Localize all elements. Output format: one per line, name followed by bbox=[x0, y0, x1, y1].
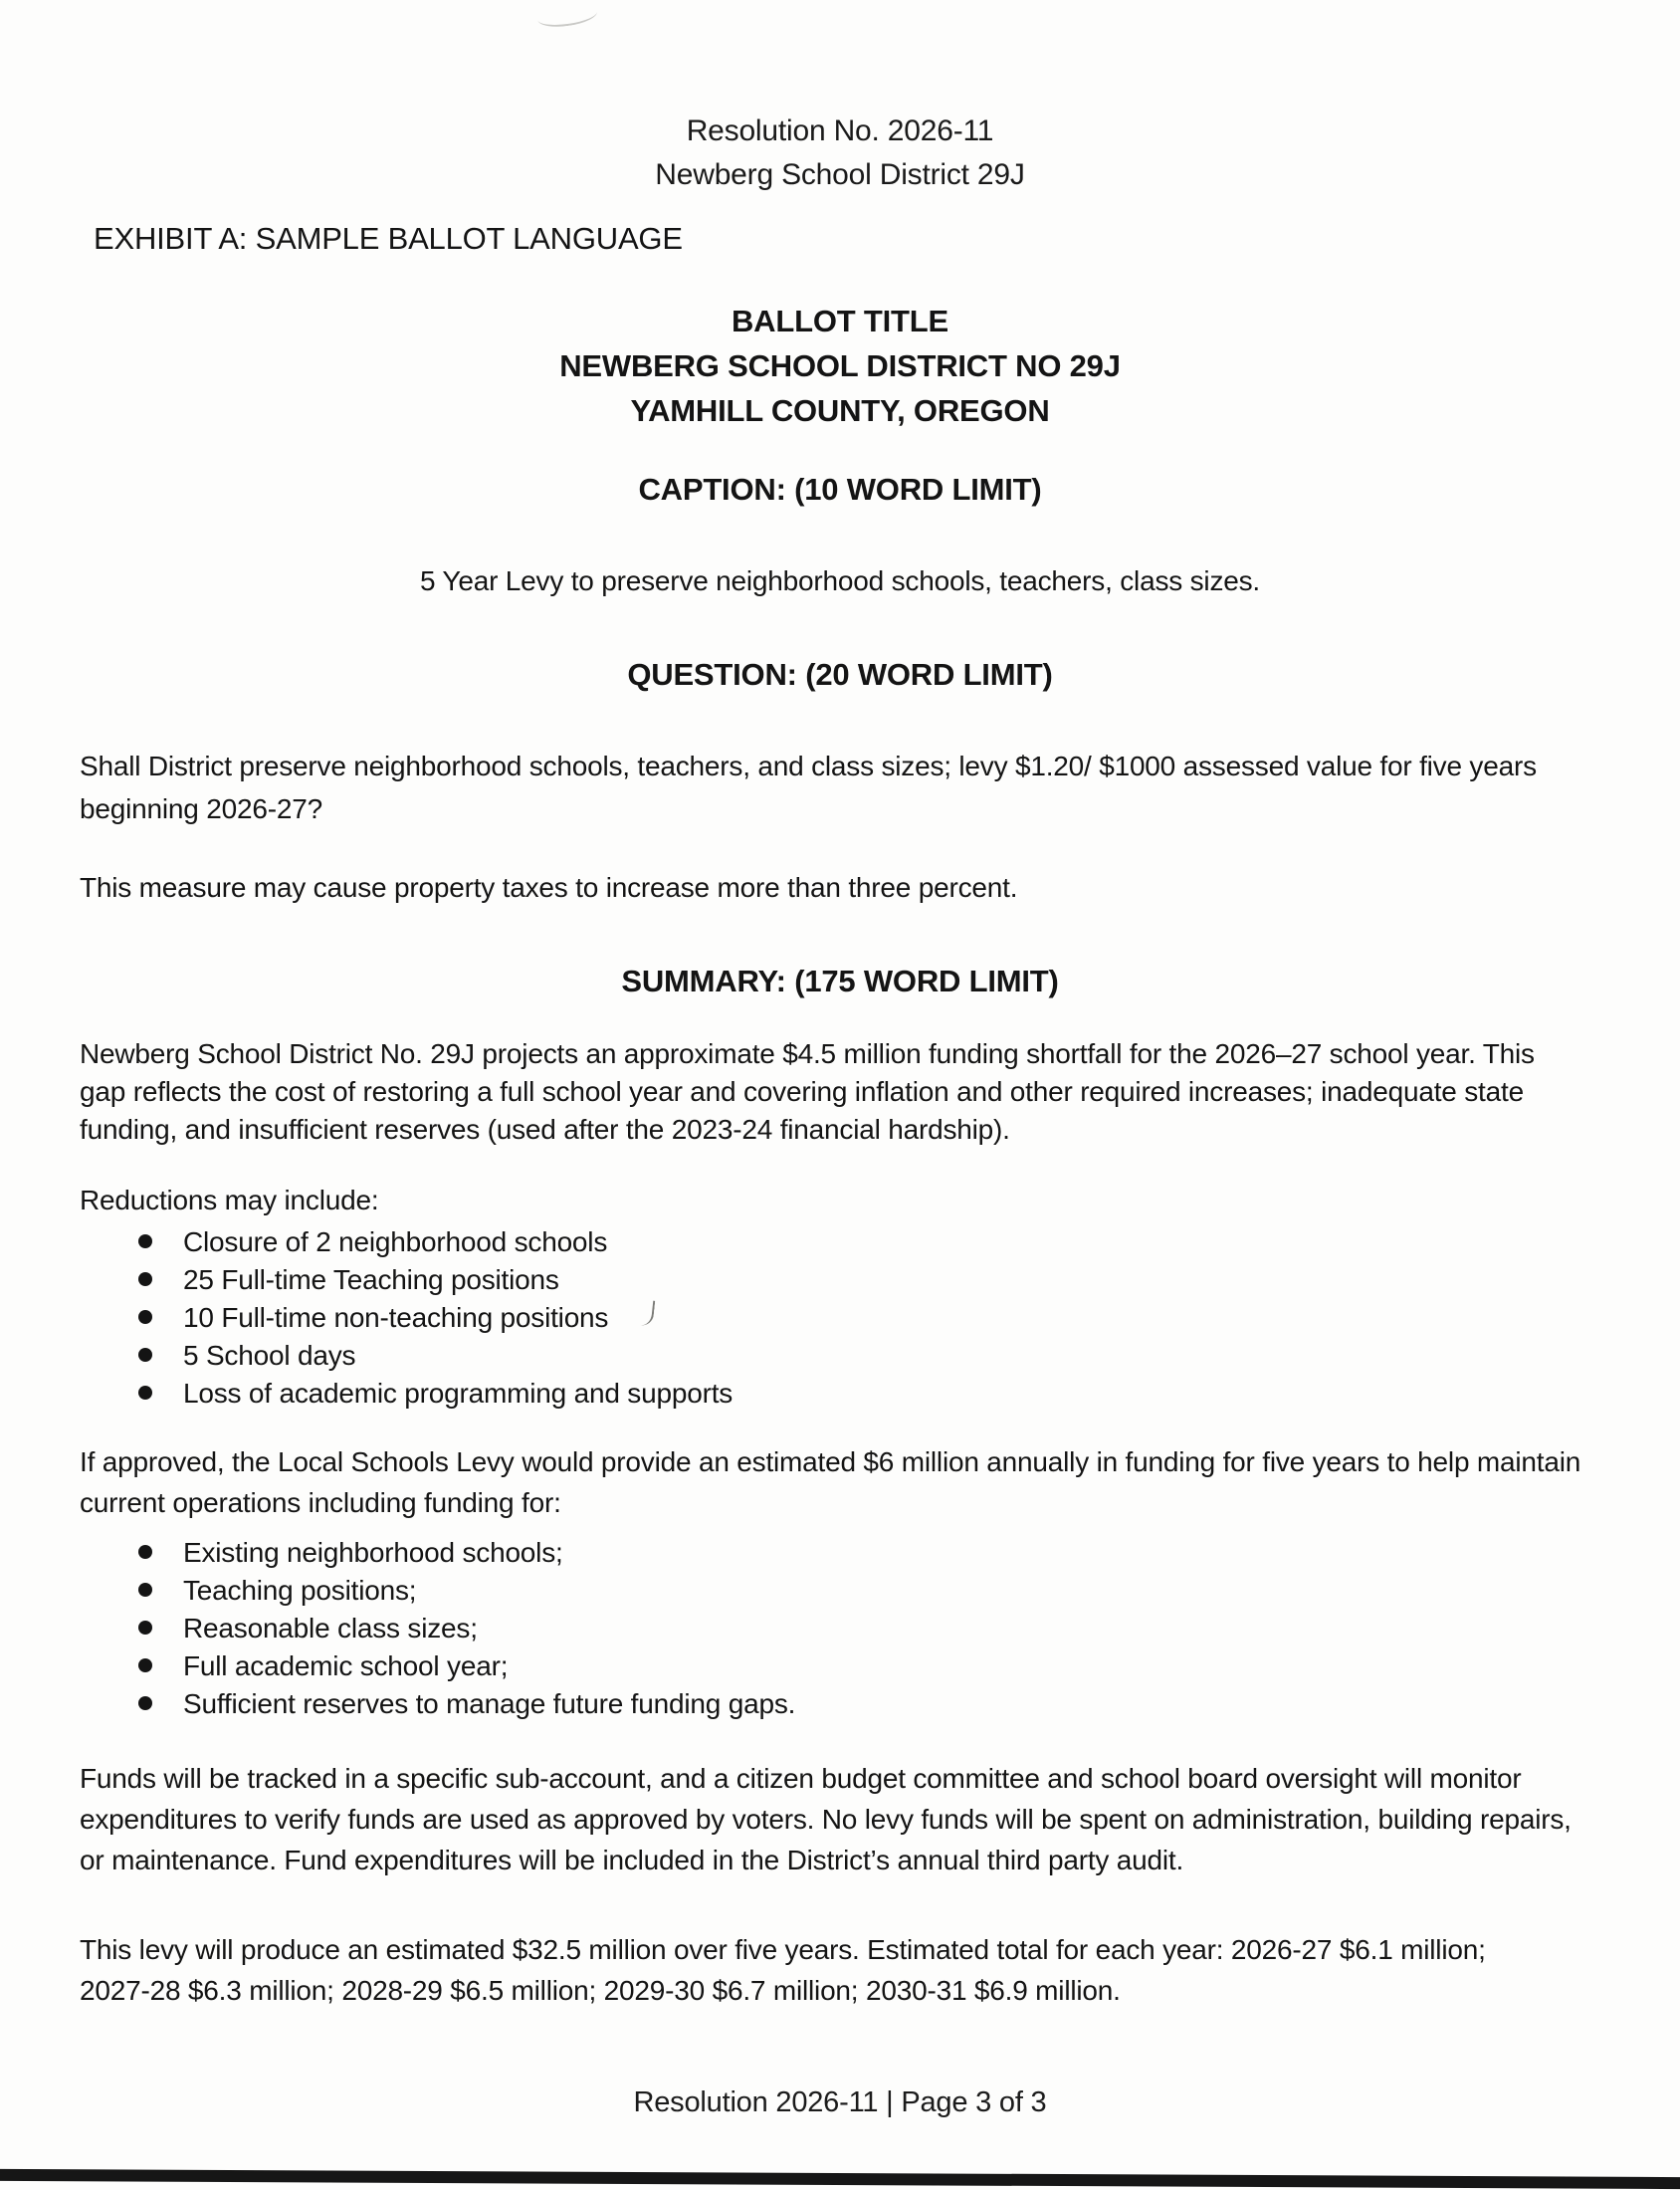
district-name: Newberg School District 29J bbox=[655, 158, 1025, 191]
ballot-title-district: NEWBERG SCHOOL DISTRICT NO 29J bbox=[559, 348, 1121, 383]
question-text-line: beginning 2026-27? bbox=[80, 793, 322, 824]
list-item bbox=[80, 1340, 733, 1378]
list-item-text: Full academic school year; bbox=[183, 1650, 509, 1681]
list-item-text: Existing neighborhood schools; bbox=[183, 1537, 563, 1568]
bullet-icon bbox=[138, 1348, 152, 1362]
list-item bbox=[80, 1650, 795, 1688]
list-item bbox=[80, 1613, 795, 1650]
bullet-icon bbox=[138, 1234, 152, 1248]
ballot-title-county: YAMHILL COUNTY, OREGON bbox=[630, 393, 1050, 428]
list-item bbox=[80, 1537, 795, 1575]
scan-edge-bar bbox=[0, 2169, 1680, 2190]
approved-paragraph-line: current operations including funding for: bbox=[80, 1487, 561, 1518]
bullet-icon bbox=[138, 1583, 152, 1597]
question-text-line: Shall District preserve neighborhood schools, teachers, and class sizes; levy $1.20/ $1000 assessed value for five years bbox=[80, 751, 1537, 781]
list-item-text: 5 School days bbox=[183, 1340, 356, 1371]
summary-paragraph bbox=[80, 1035, 1535, 1149]
funds-paragraph-line: or maintenance. Fund expenditures will be included in the District’s annual third party audit. bbox=[80, 1845, 1184, 1875]
list-item bbox=[80, 1226, 733, 1264]
bullet-icon bbox=[138, 1696, 152, 1710]
provisions-list bbox=[80, 1537, 795, 1726]
summary-heading: SUMMARY: (175 WORD LIMIT) bbox=[621, 964, 1059, 998]
resolution-number: Resolution No. 2026-11 bbox=[686, 114, 994, 147]
bullet-icon bbox=[138, 1658, 152, 1672]
question-heading: QUESTION: (20 WORD LIMIT) bbox=[627, 657, 1053, 692]
exhibit-heading: EXHIBIT A: SAMPLE BALLOT LANGUAGE bbox=[94, 221, 683, 256]
list-item bbox=[80, 1688, 795, 1726]
levy-paragraph bbox=[80, 1929, 1486, 2011]
summary-paragraph-line: Newberg School District No. 29J projects an approximate $4.5 million funding shortfall for the 2026–27 school year. This bbox=[80, 1038, 1535, 1069]
list-item bbox=[80, 1302, 733, 1340]
list-item-text: Sufficient reserves to manage future funding gaps. bbox=[183, 1688, 796, 1719]
question-text bbox=[80, 745, 1537, 830]
list-item-text: 25 Full-time Teaching positions bbox=[183, 1264, 559, 1295]
funds-paragraph-line: Funds will be tracked in a specific sub-account, and a citizen budget committee and school board oversight will monitor bbox=[80, 1763, 1522, 1794]
bullet-icon bbox=[138, 1545, 152, 1559]
document-header bbox=[0, 110, 1680, 197]
reductions-list bbox=[80, 1226, 733, 1416]
scan-artifact bbox=[536, 2, 598, 30]
list-item-text: Teaching positions; bbox=[183, 1575, 417, 1606]
list-item-text: 10 Full-time non-teaching positions bbox=[183, 1302, 609, 1333]
bullet-icon bbox=[138, 1310, 152, 1324]
bullet-icon bbox=[138, 1621, 152, 1635]
list-item bbox=[80, 1378, 733, 1416]
approved-paragraph-line: If approved, the Local Schools Levy would provide an estimated $6 million annually in funding for five years to help maintain bbox=[80, 1446, 1581, 1477]
ballot-title-block bbox=[0, 299, 1680, 433]
caption-text: 5 Year Levy to preserve neighborhood schools, teachers, class sizes. bbox=[419, 565, 1260, 596]
approved-paragraph bbox=[80, 1441, 1580, 1523]
list-item bbox=[80, 1575, 795, 1613]
list-item-text: Loss of academic programming and supports bbox=[183, 1378, 734, 1409]
summary-paragraph-line: gap reflects the cost of restoring a full school year and covering inflation and other required increases; inadequate state bbox=[80, 1076, 1524, 1107]
bullet-icon bbox=[138, 1272, 152, 1286]
bullet-icon bbox=[138, 1386, 152, 1400]
ballot-title-line: BALLOT TITLE bbox=[731, 304, 948, 338]
funds-paragraph-line: expenditures to verify funds are used as approved by voters. No levy funds will be spent on administration, building repairs, bbox=[80, 1804, 1572, 1835]
levy-paragraph-line: 2027-28 $6.3 million; 2028-29 $6.5 million; 2029-30 $6.7 million; 2030-31 $6.9 million. bbox=[80, 1975, 1121, 2006]
funds-paragraph bbox=[80, 1758, 1572, 1880]
page-footer: Resolution 2026-11 | Page 3 of 3 bbox=[633, 2086, 1047, 2118]
list-item-text: Closure of 2 neighborhood schools bbox=[183, 1226, 608, 1257]
list-item-text: Reasonable class sizes; bbox=[183, 1613, 478, 1643]
levy-paragraph-line: This levy will produce an estimated $32.5 million over five years. Estimated total for each year: 2026-27 $6.1 million; bbox=[80, 1934, 1486, 1965]
tax-increase-note: This measure may cause property taxes to increase more than three percent. bbox=[80, 872, 1018, 903]
list-item bbox=[80, 1264, 733, 1302]
caption-heading: CAPTION: (10 WORD LIMIT) bbox=[638, 472, 1042, 507]
summary-paragraph-line: funding, and insufficient reserves (used after the 2023-24 financial hardship). bbox=[80, 1114, 1010, 1145]
reductions-intro: Reductions may include: bbox=[80, 1185, 379, 1215]
